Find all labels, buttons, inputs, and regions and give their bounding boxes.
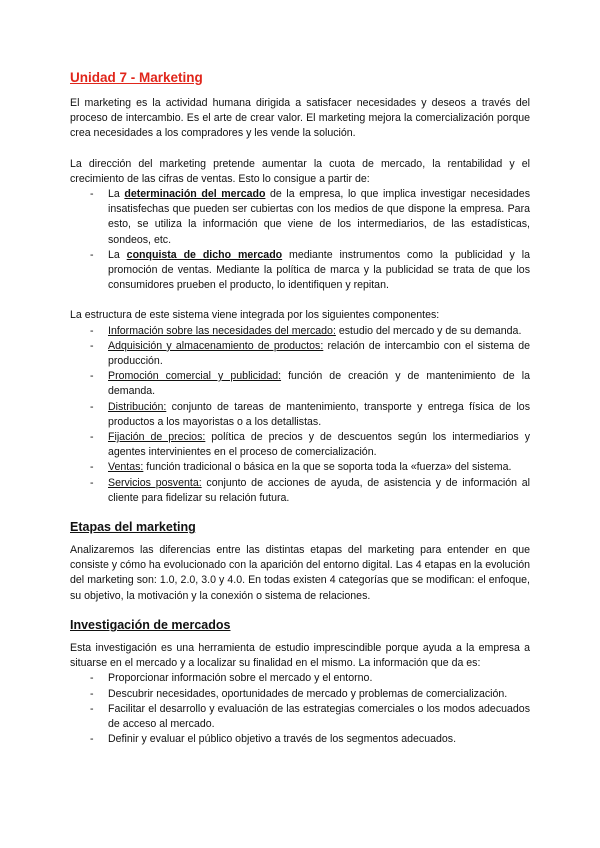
bullet-dash: - <box>90 248 94 261</box>
component-term: Adquisición y almacenamiento de productos: <box>108 339 324 352</box>
list-item: - Adquisición y almacenamiento de productos: relación de intercambio con el sistema de producción. <box>90 339 530 368</box>
bullet-dash: - <box>90 370 94 383</box>
key-term: determinación del mercado <box>124 188 266 201</box>
direccion-list <box>70 187 530 293</box>
list-item: - Proporcionar información sobre el mercado y el entorno. <box>70 671 530 686</box>
list-item: - Fijación de precios: política de precios y de descuentos según los intermediarios y agentes intervinientes en el proceso de comercialización. <box>90 431 530 459</box>
direccion-paragraph: La dirección del marketing pretende aumentar la cuota de mercado, la rentabilidad y el crecimiento de las cifras de ventas. Esto lo consigue a partir de: <box>70 157 530 185</box>
component-term: Servicios posventa: <box>108 476 202 489</box>
bullet-dash: - <box>90 687 94 700</box>
list-item: - La determinación del mercado de la empresa, lo que implica investigar necesidades insatisfechas que pueden ser cubiertas con los medios de que dispone la empresa. Para esto, se utiliza la información que viene de los intermediarios, de las estadísticas, sondeos, etc. <box>90 188 530 246</box>
list-item: - Distribución: conjunto de tareas de mantenimiento, transporte y entrega física de los productos a los mayoristas o a los detallistas. <box>90 400 530 428</box>
list-item: - Ventas: función tradicional o básica en la que se soporta toda la «fuerza» del sistema. <box>70 460 530 475</box>
component-term: Fijación de precios: <box>108 431 206 444</box>
bullet-dash: - <box>90 476 94 489</box>
key-term: conquista de dicho mercado <box>126 248 283 261</box>
investigacion-list <box>70 671 530 747</box>
bullet-dash: - <box>90 672 94 685</box>
section-heading-etapas: Etapas del marketing <box>70 520 196 535</box>
bullet-dash: - <box>90 339 94 352</box>
list-item: - La conquista de dicho mercado mediante instrumentos como la publicidad y la promoción de ventas. Mediante la política de marca y la publicidad se trata de que los consumidores prueben el producto, lo identifiquen y repitan. <box>90 248 530 292</box>
list-item: - Promoción comercial y publicidad: función de creación y de mantenimiento de la demanda. <box>90 370 530 398</box>
bullet-dash: - <box>90 431 94 444</box>
bullet-dash: - <box>90 188 94 201</box>
etapas-paragraph: Analizaremos las diferencias entre las distintas etapas del marketing para entender en que consiste y cómo ha evolucionado con la aparición del entorno digital. Las 4 etapas en la evolución del marketing son: 1.0, 2.0, 3.0 y 4.0. En todas existen 4 categorías que se modifican: el enfoque, su objetivo, la motivación y la conexión o sistema de relaciones. <box>70 544 530 602</box>
component-term: Promoción comercial y publicidad: <box>108 370 282 383</box>
page-title: Unidad 7 - Marketing <box>70 70 203 85</box>
component-term: Ventas: <box>108 461 144 474</box>
bullet-dash: - <box>90 702 94 715</box>
bullet-dash: - <box>90 733 94 746</box>
list-item: - Servicios posventa: conjunto de acciones de ayuda, de asistencia y de información al cliente para fidelizar su relación futura. <box>90 476 530 504</box>
estructura-paragraph: La estructura de este sistema viene integrada por los siguientes componentes: <box>70 309 440 322</box>
list-item: - Descubrir necesidades, oportunidades de mercado y problemas de comercialización. <box>70 687 530 702</box>
list-item: - Facilitar el desarrollo y evaluación de las estrategias comerciales o los modos adecuados de acceso al mercado. <box>90 702 530 730</box>
bullet-dash: - <box>90 324 94 337</box>
component-term: Distribución: <box>108 400 167 413</box>
intro-paragraph: El marketing es la actividad humana dirigida a satisfacer necesidades y deseos a través del proceso de intercambio. Es el arte de crear valor. El marketing mejora la comercialización porque crea necesidades a los compradores y les vende la solución. <box>70 97 530 140</box>
section-heading-investigacion: Investigación de mercados <box>70 617 231 632</box>
component-term: Información sobre las necesidades del mercado: <box>108 324 336 337</box>
investigacion-paragraph: Esta investigación es una herramienta de estudio imprescindible porque ayuda a la empresa a situarse en el mercado y a localizar su finalidad en el mismo. La información que da es: <box>70 641 530 670</box>
bullet-dash: - <box>90 461 94 474</box>
estructura-list <box>70 324 530 506</box>
bullet-dash: - <box>90 400 94 413</box>
list-item: - Información sobre las necesidades del mercado: estudio del mercado y de su demanda. <box>70 324 530 339</box>
document-content <box>70 70 530 747</box>
list-item: - Definir y evaluar el público objetivo a través de los segmentos adecuados. <box>70 732 530 747</box>
